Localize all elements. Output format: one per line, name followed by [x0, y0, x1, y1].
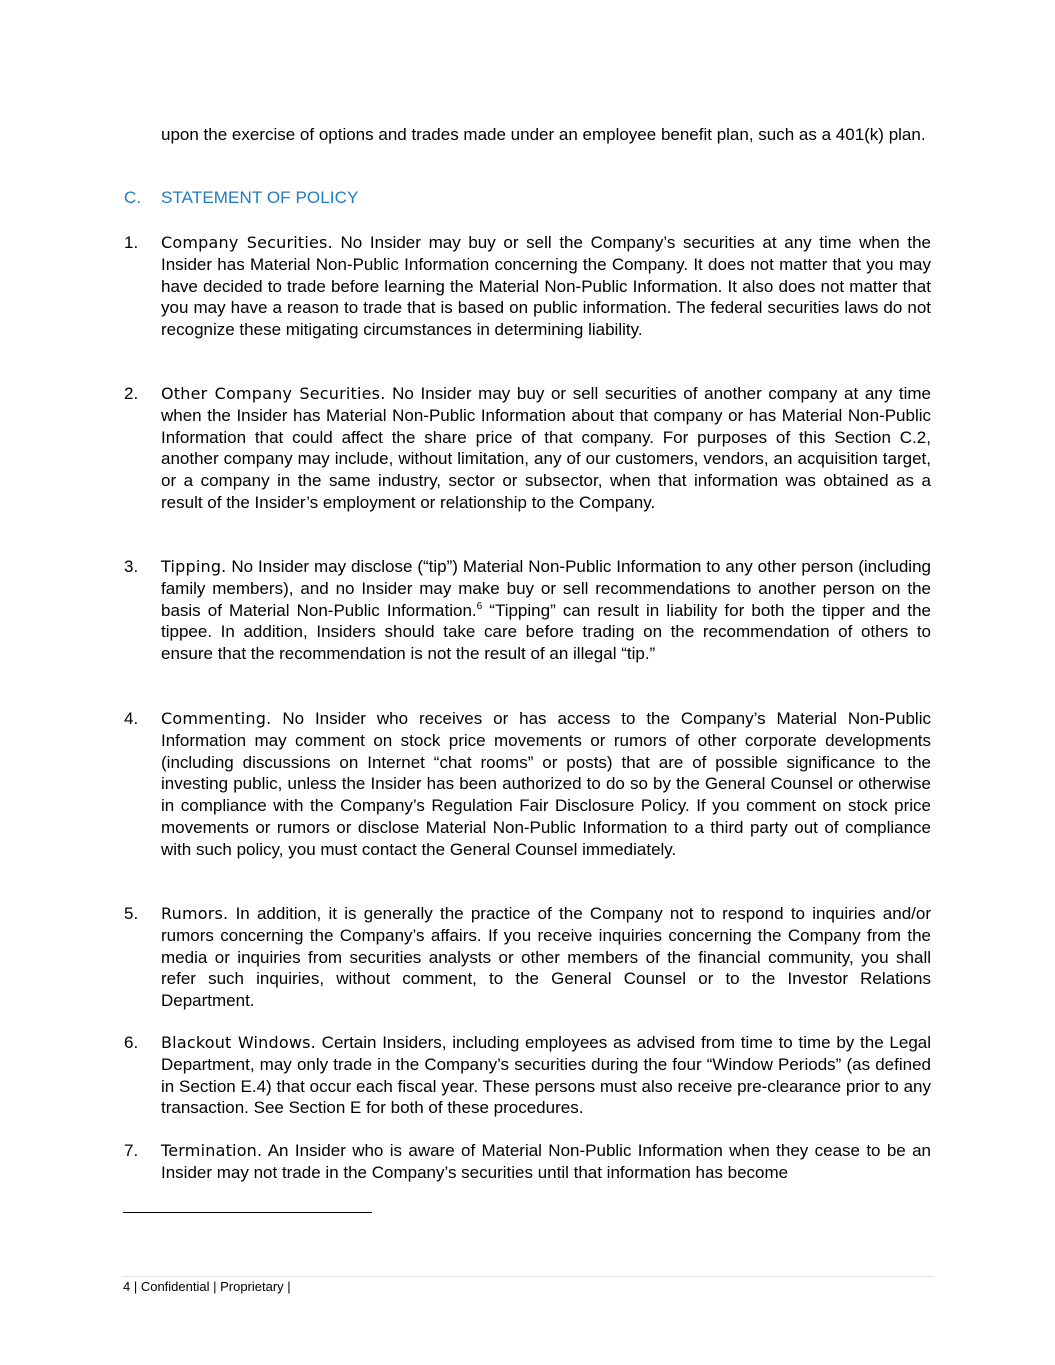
footnote-divider [123, 1212, 372, 1213]
intro-paragraph: upon the exercise of options and trades made under an employee benefit plan, such as a 401(k) plan. [161, 125, 926, 144]
item-body [161, 903, 931, 1012]
item-body [161, 1032, 931, 1119]
item-number: 7. [124, 1141, 139, 1160]
item-body [161, 708, 931, 861]
section-heading [124, 188, 358, 208]
item-body [161, 1140, 931, 1184]
item-text: No Insider may disclose (“tip”) Material Non-Public Information to any other person (including family members), and no Insider may make buy or sell recommendations to another person on the basis of Material Non-Public Information. [161, 557, 931, 620]
item-text: No Insider may buy or sell the Company’s securities at any time when the Insider has Material Non-Public Information concerning the Company. It does not matter that you may have decided to trade before learning the Material Non-Public Information. It also does not matter that you may have a reason to trade that is based on public information. The federal securities laws do not recognize these mitigating circumstances in determining liability. [161, 233, 931, 340]
item-title: Rumors. [161, 904, 229, 923]
item-body [161, 232, 931, 341]
item-number: 1. [124, 233, 139, 252]
item-number: 4. [124, 709, 139, 728]
item-text-continued: “Tipping” can result in liability for both the tipper and the tippee. In addition, Insiders should take care before trading on the recommendation of others to ensure that the recommendation is not the result of an illegal “tip.” [161, 600, 931, 664]
item-text: An Insider who is aware of Material Non-Public Information when they cease to be an Insider may not trade in the Company’s securities until that information has become [161, 1141, 931, 1182]
item-text: No Insider may buy or sell securities of another company at any time when the Insider has Material Non-Public Information about that company or has Material Non-Public Information that could affect the share price of that company. For purposes of this Section C.2, another company may include, without limitation, any of our customers, vendors, an acquisition target, or a company in the same industry, sector or subsector, when that information was obtained as a result of the Insider’s employment or relationship to the Company. [161, 384, 932, 512]
section-title: STATEMENT OF POLICY [161, 188, 359, 207]
item-title: Commenting. [161, 709, 272, 728]
item-number: 6. [124, 1033, 139, 1052]
section-letter: C. [124, 188, 142, 207]
item-title: Tipping. [161, 557, 227, 576]
footer-divider [123, 1276, 933, 1277]
item-number: 3. [124, 557, 139, 576]
item-text: In addition, it is generally the practice of the Company not to respond to inquiries and/or rumors concerning the Company’s affairs. If you receive inquiries concerning the Company from the media or inquiries from securities analysts or other members of the financial community, you shall refer such inquiries, without comment, to the General Counsel or to the Investor Relations Department. [161, 904, 931, 1011]
item-number: 5. [124, 904, 139, 923]
item-body [161, 383, 931, 514]
item-text: No Insider who receives or has access to the Company’s Material Non-Public Information may comment on stock price movements or rumors of other corporate developments (including discussions on Internet “chat rooms” or posts) that are of possible significance to the investing public, unless the Insider has been authorized to do so by the General Counsel or otherwise in compliance with the Company’s Regulation Fair Disclosure Policy. If you comment on stock price movements or rumors or disclose Material Non-Public Information to a third party out of compliance with such policy, you must contact the General Counsel immediately. [161, 709, 931, 859]
item-title: Company Securities. [161, 233, 333, 252]
item-title: Other Company Securities. [161, 384, 386, 403]
item-number: 2. [124, 384, 139, 403]
item-body [161, 556, 931, 665]
item-text: Certain Insiders, including employees as advised from time to time by the Legal Department, may only trade in the Company’s securities during the four “Window Periods” (as defined in Section E.4) that occur each fiscal year. These persons must also receive pre-clearance prior to any transaction. See Section E for both of these procedures. [161, 1033, 932, 1118]
footnote-reference[interactable]: 6 [476, 600, 483, 612]
item-title: Termination. [161, 1141, 263, 1160]
page-footer: 4 | Confidential | Proprietary | [123, 1279, 291, 1294]
item-title: Blackout Windows. [161, 1033, 316, 1052]
